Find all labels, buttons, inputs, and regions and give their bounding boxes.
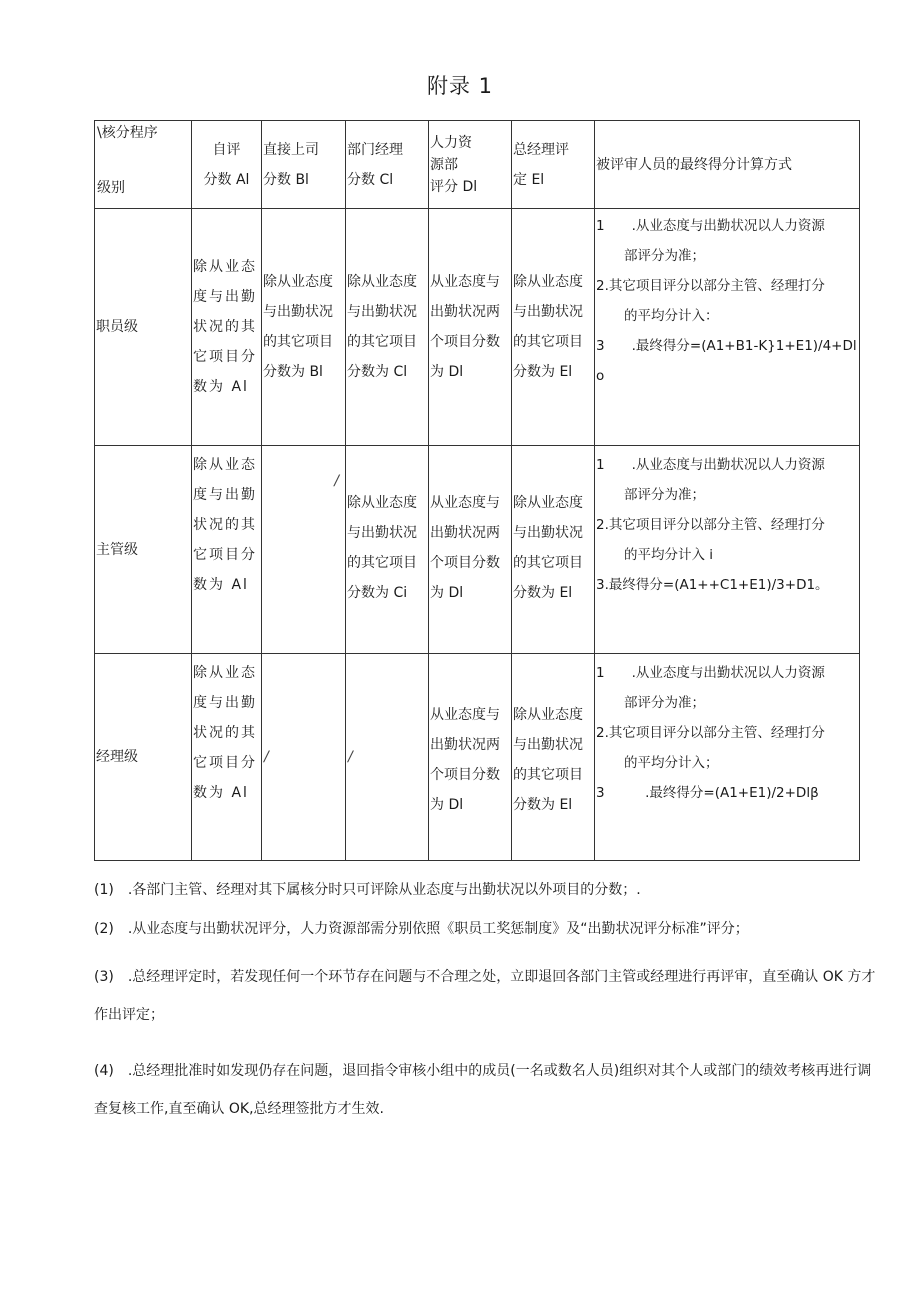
table-header-row (95, 121, 860, 209)
cell-a: 除从业态 度与出勤 状况的其 它项目分 数为 Al (192, 209, 262, 446)
corner-bottom-label: 级别 (97, 180, 125, 196)
scoring-table (94, 120, 860, 861)
cell-a: 除从业态 度与出勤 状况的其 它项目分 数为 Al (192, 654, 262, 861)
note-item: (4) .总经理批准时如发现仍存在问题，退回指令审核小组中的成员(一名或数名人员)组织对其个人或部门的绩效考核再进行调查复核工作,直至确认 OK,总经理签批方才生效. (94, 1063, 872, 1117)
cell-c: 除从业态度 与出勤状况 的其它项目 分数为 Ci (346, 446, 429, 654)
cell-b: / (262, 654, 346, 861)
note-item: (1) .各部门主管、经理对其下属核分时只可评除从业态度与出勤状况以外项目的分数；. (94, 882, 641, 898)
cell-b: 除从业态度 与出勤状况 的其它项目 分数为 Bl (262, 209, 346, 446)
cell-a: 除从业态 度与出勤 状况的其 它项目分 数为 Al (192, 446, 262, 654)
cell-c: 除从业态度 与出勤状况 的其它项目 分数为 Cl (346, 209, 429, 446)
cell-e: 除从业态度 与出勤状况 的其它项目 分数为 El (512, 446, 595, 654)
header-col-d: 人力资 源部 评分 Dl (429, 121, 512, 209)
formula-cell: 1 .从业态度与出勤状况以人力资源 部评分为准； 2.其它项目评分以部分主管、经理打分 的平均分计入 i 3.最终得分=(A1++C1+E1)/3+D1。 (595, 446, 860, 654)
cell-d: 从业态度与 出勤状况两 个项目分数 为 Dl (429, 209, 512, 446)
header-col-b: 直接上司 分数 Bl (262, 121, 346, 209)
header-col-a: 自评 分数 Al (192, 121, 262, 209)
cell-e: 除从业态度 与出勤状况 的其它项目 分数为 El (512, 654, 595, 861)
page-title: 附录 1 (426, 74, 494, 98)
formula-cell: 1 .从业态度与出勤状况以人力资源 部评分为准； 2.其它项目评分以部分主管、经理打分 的平均分计入； 3 .最终得分=(A1+E1)/2+Dlβ (595, 654, 860, 861)
level-cell: 主管级 (95, 446, 192, 654)
note-item: (3) .总经理评定时，若发现任何一个环节存在问题与不合理之处，立即退回各部门主管或经理进行再评审，直至确认 OK 方才作出评定； (94, 969, 876, 1023)
header-col-e: 总经理评 定 El (512, 121, 595, 209)
cell-d: 从业态度与 出勤状况两 个项目分数 为 Dl (429, 654, 512, 861)
cell-b: / (262, 446, 346, 654)
table-row (95, 446, 860, 654)
notes-section (94, 880, 884, 1146)
table-row (95, 209, 860, 446)
header-corner-cell (95, 121, 192, 209)
note-item: (2) .从业态度与出勤状况评分，人力资源部需分别依照《职员工奖惩制度》及“出勤状况评分标准”评分； (94, 921, 749, 937)
header-col-c: 部门经理 分数 Cl (346, 121, 429, 209)
cell-e: 除从业态度 与出勤状况 的其它项目 分数为 El (512, 209, 595, 446)
level-cell: 经理级 (95, 654, 192, 861)
table-row (95, 654, 860, 861)
formula-cell: 1 .从业态度与出勤状况以人力资源 部评分为准； 2.其它项目评分以部分主管、经理打分 的平均分计入： 3 .最终得分=(A1+B1-K}1+E1)/4+Dlo (595, 209, 860, 446)
cell-c: / (346, 654, 429, 861)
corner-top-label: \核分程序 (97, 125, 158, 141)
header-col-f: 被评审人员的最终得分计算方式 (595, 121, 860, 209)
level-cell: 职员级 (95, 209, 192, 446)
cell-d: 从业态度与 出勤状况两 个项目分数 为 Dl (429, 446, 512, 654)
